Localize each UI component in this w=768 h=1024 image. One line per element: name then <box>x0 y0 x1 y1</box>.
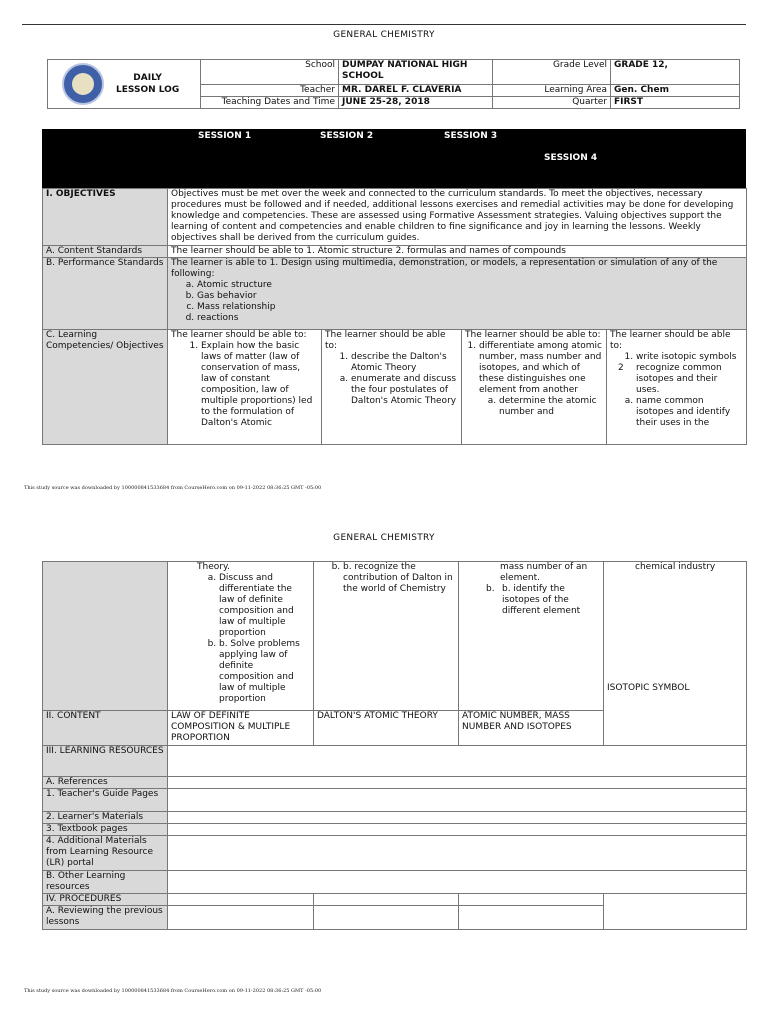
col1-item: 1. Explain how the basic laws of matter (law of conservation of mass, law of constant composition, law of multiple proportions) led to the formulation of Dalton's Atomic <box>201 341 318 429</box>
reviewing-session-1 <box>168 906 314 930</box>
dates-label: Teaching Dates and Time <box>201 97 339 109</box>
session-2-competencies-cont <box>314 562 459 711</box>
col2-intro: The learner should be able to: <box>325 330 446 351</box>
performance-standards-text: The learner is able to 1. Design using multimedia, demonstration, or models, a representation or simulation of any of the following: <box>171 258 718 279</box>
performance-items-list <box>171 280 743 324</box>
objectives-table <box>42 188 747 445</box>
procedures-session-1 <box>168 894 314 906</box>
session-2-competencies <box>322 330 462 445</box>
col4-cont-text: chemical industry <box>635 562 716 572</box>
col4-item-2 <box>610 363 743 396</box>
col2-list <box>325 352 458 374</box>
grade-value: GRADE 12, <box>611 60 740 85</box>
other-resources-cell <box>168 871 747 894</box>
quarter-label: Quarter <box>493 97 611 109</box>
teachers-guide-cell <box>168 789 747 812</box>
performance-item: b. Gas behavior <box>197 291 743 302</box>
reviewing-lessons-label: A. Reviewing the previous lessons <box>43 906 168 930</box>
session-4-competencies <box>607 330 747 445</box>
content-session-1: LAW OF DEFINITE COMPOSITION & MULTIPLE PROPORTION <box>168 711 314 746</box>
objectives-table-continued <box>42 561 747 930</box>
procedures-session-2 <box>314 894 459 906</box>
top-rule <box>22 24 746 25</box>
session-1-competencies-cont <box>168 562 314 711</box>
content-label: II. CONTENT <box>43 711 168 746</box>
page-title-2: GENERAL CHEMISTRY <box>333 533 435 543</box>
col2-alpha-list <box>325 374 458 407</box>
learners-materials-cell <box>168 812 747 824</box>
col1-item-b: b. b. Solve problems applying law of definite composition and law of multiple proportion <box>219 639 310 705</box>
procedures-label: IV. PROCEDURES <box>43 894 168 906</box>
col4-isotopic-symbol: ISOTOPIC SYMBOL <box>607 683 690 693</box>
session-1-label: SESSION 1 <box>198 131 252 141</box>
col3-item-a: a. determine the atomic number and <box>499 396 603 418</box>
additional-materials-cell <box>168 836 747 871</box>
teacher-value: MR. DAREL F. CLAVERIA <box>339 85 493 97</box>
col3-cont-text: mass number of an element. <box>500 562 588 583</box>
references-label: A. References <box>43 777 168 789</box>
col1-cont-text: Theory. <box>197 562 230 572</box>
reviewing-session-3 <box>459 906 604 930</box>
lesson-header-table <box>47 59 740 109</box>
additional-materials-label: 4. Additional Materials from Learning Resource (LR) portal <box>43 836 168 871</box>
learners-materials-label: 2. Learner's Materials <box>43 812 168 824</box>
col1-list <box>171 341 318 429</box>
session-4-label: SESSION 4 <box>544 153 598 163</box>
references-cell <box>168 777 747 789</box>
content-standards-text: The learner should be able to 1. Atomic structure 2. formulas and names of compounds <box>168 246 747 258</box>
col1-intro: The learner should be able to: <box>171 330 307 340</box>
grade-label: Grade Level <box>493 60 611 85</box>
learning-resources-label: III. LEARNING RESOURCES <box>43 746 168 777</box>
col1-cont-list <box>171 573 310 705</box>
col2-item: 1. describe the Dalton's Atomic Theory <box>351 352 458 374</box>
col4-item-2-text: recognize common isotopes and their uses. <box>636 363 722 395</box>
performance-item: a. Atomic structure <box>197 280 743 291</box>
download-footer: This study source was downloaded by 100000841533684 from CourseHero.com on 09-11-2022 08:36:25 GMT -05:00 <box>24 485 322 491</box>
objectives-label: I. OBJECTIVES <box>43 189 168 246</box>
session-1-competencies <box>168 330 322 445</box>
download-footer-2: This study source was downloaded by 100000841533684 from CourseHero.com on 09-11-2022 08:36:25 GMT -05:00 <box>24 988 322 994</box>
session-3-competencies <box>462 330 607 445</box>
col1-item-a: a. Discuss and differentiate the law of definite composition and law of multiple proportion <box>219 573 310 639</box>
col2-cont-list <box>317 562 455 595</box>
competencies-continued-label <box>43 562 168 711</box>
performance-item: c. Mass relationship <box>197 302 743 313</box>
performance-item: d. reactions <box>197 313 743 324</box>
col2-item-a: a. enumerate and discuss the four postulates of Dalton's Atomic Theory <box>351 374 458 407</box>
page-title: GENERAL CHEMISTRY <box>333 30 435 40</box>
col4-item-2-number: 2 <box>618 363 624 373</box>
objectives-text: Objectives must be met over the week and connected to the curriculum standards. To meet the objectives, necessary procedures must be followed and if needed, additional lessons exercises and remedial activities may be done for developing knowledge and competencies. These are assessed using Formative Assessment strategies. Valuing objectives support the learning of content and competencies and enable children to fine significance and joy in learning the lessons. Weekly objectives shall be derived from the curriculum guides. <box>168 189 747 246</box>
textbook-pages-cell <box>168 824 747 836</box>
col3-list <box>465 341 603 396</box>
col2-item-b: b. b. recognize the contribution of Dalton in the world of Chemistry <box>343 562 455 595</box>
performance-standards-cell <box>168 258 747 330</box>
session-2-label: SESSION 2 <box>320 131 374 141</box>
reviewing-session-2 <box>314 906 459 930</box>
deped-seal-icon <box>62 63 104 105</box>
school-label: School <box>201 60 339 85</box>
teacher-label: Teacher <box>201 85 339 97</box>
other-resources-label: B. Other Learning resources <box>43 871 168 894</box>
col3-item: 1. differentiate among atomic number, mass number and isotopes, and which of these distinguishes one element from another <box>479 341 603 396</box>
session-3-label: SESSION 3 <box>444 131 498 141</box>
col4-intro: The learner should be able to: <box>610 330 731 351</box>
col3-item-b <box>462 584 600 617</box>
procedures-session-4 <box>604 894 747 930</box>
procedures-session-3 <box>459 894 604 906</box>
learning-area-label: Learning Area <box>493 85 611 97</box>
col4-alpha-list <box>610 396 743 429</box>
teachers-guide-label: 1. Teacher's Guide Pages <box>43 789 168 812</box>
col3-item-b-marker: b. <box>486 584 495 594</box>
content-standards-label: A. Content Standards <box>43 246 168 258</box>
performance-standards-label: B. Performance Standards <box>43 258 168 330</box>
session-header-bar <box>42 129 746 188</box>
col4-item: 1. write isotopic symbols <box>636 352 743 363</box>
school-value: DUMPAY NATIONAL HIGH SCHOOL <box>339 60 493 85</box>
dates-value: JUNE 25-28, 2018 <box>339 97 493 109</box>
content-session-3: ATOMIC NUMBER, MASS NUMBER AND ISOTOPES <box>459 711 604 746</box>
learning-area-value: Gen. Chem <box>611 85 740 97</box>
session-4-competencies-cont <box>604 562 747 746</box>
learning-resources-cell <box>168 746 747 777</box>
content-session-2: DALTON'S ATOMIC THEORY <box>314 711 459 746</box>
textbook-pages-label: 3. Textbook pages <box>43 824 168 836</box>
competencies-label: C. Learning Competencies/ Objectives <box>43 330 168 445</box>
col3-alpha-list <box>465 396 603 418</box>
col3-item-b-text: b. identify the isotopes of the different element <box>502 584 581 616</box>
quarter-value: FIRST <box>611 97 740 109</box>
col4-list <box>610 352 743 363</box>
col4-item-a: a. name common isotopes and identify their uses in the <box>636 396 743 429</box>
session-3-competencies-cont <box>459 562 604 711</box>
daily-lesson-log-label: DAILY LESSON LOG <box>116 73 180 95</box>
logo-cell <box>48 60 201 109</box>
col3-intro: The learner should be able to: <box>465 330 601 340</box>
